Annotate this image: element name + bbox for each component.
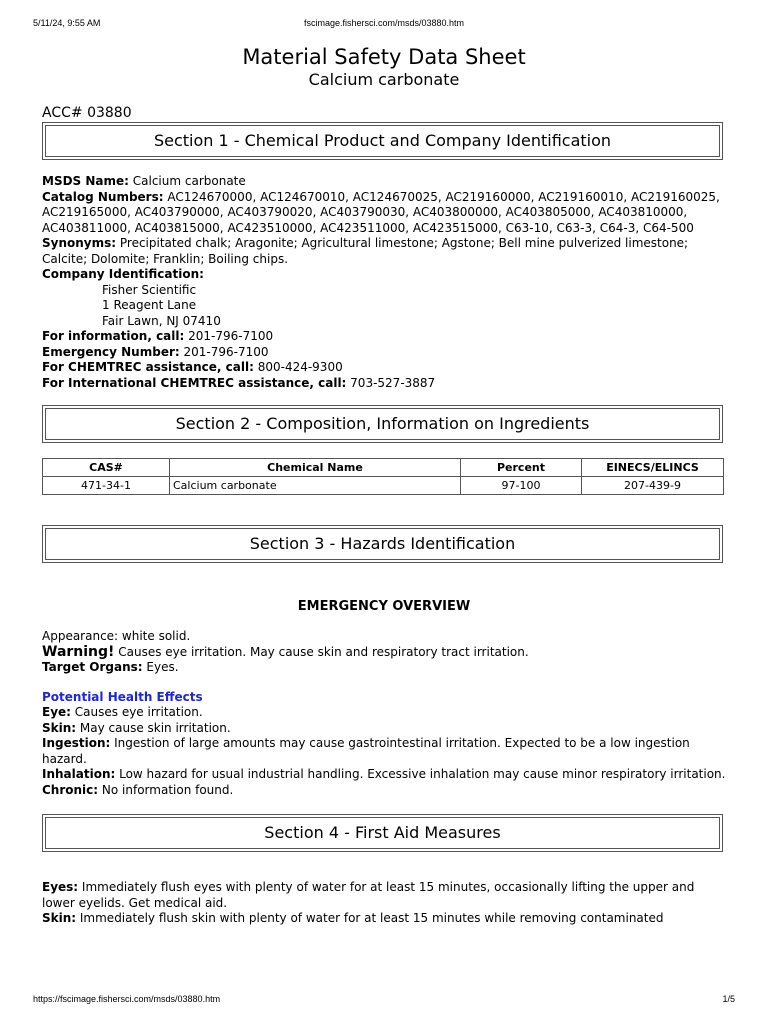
table-header-row — [43, 459, 724, 477]
acc-number: ACC# 03880 — [42, 105, 132, 121]
column-header-einecs: EINECS/ELINCS — [582, 459, 724, 477]
print-page-title: fscimage.fishersci.com/msds/03880.htm — [303, 18, 465, 28]
section-2-title: Section 2 - Composition, Information on Ingredients — [45, 408, 720, 440]
composition-table — [42, 458, 724, 495]
company-identification-label: Company Identification: — [42, 267, 204, 281]
section-1-header — [42, 122, 723, 160]
potential-health-effects — [42, 690, 726, 799]
section-3-header — [42, 525, 723, 563]
potential-health-effects-title: Potential Health Effects — [42, 689, 203, 704]
ingestion-effects-line: Ingestion: Ingestion of large amounts may cause gastrointestinal irritation. Expected to be a low ingestion hazard. — [42, 736, 690, 766]
cell-percent: 97-100 — [461, 477, 582, 495]
print-datetime: 5/11/24, 9:55 AM — [33, 18, 101, 28]
info-phone-line: For information, call: 201-796-7100 — [42, 329, 274, 343]
cell-einecs: 207-439-9 — [582, 477, 724, 495]
section-4-title: Section 4 - First Aid Measures — [45, 817, 720, 849]
emergency-overview-title: EMERGENCY OVERVIEW — [297, 599, 471, 614]
first-aid-body — [42, 880, 726, 927]
company-city: Fair Lawn, NJ 07410 — [102, 313, 221, 328]
synonyms-line: Synonyms: Precipitated chalk; Aragonite; Agricultural limestone; Agstone; Bell mine pulverized limestone; Calcite; Dolomite; Franklin; Boiling chips. — [42, 236, 689, 266]
column-header-percent: Percent — [461, 459, 582, 477]
eye-effects-line: Eye: Causes eye irritation. — [42, 705, 203, 719]
section-2-header — [42, 405, 723, 443]
intl-chemtrec-phone-line: For International CHEMTREC assistance, call: 703-527-3887 — [42, 375, 436, 390]
table-row — [43, 477, 724, 495]
catalog-numbers-line: Catalog Numbers: AC124670000, AC124670010, AC124670025, AC219160000, AC219160010, AC219160025, AC219165000, AC403790000, AC403790020, AC403790030, AC403800000, AC403805000, AC403810000, AC403811000, AC403815000, AC423510000, AC423511000, AC423515000, C63-10, C63-3, C64-3, C64-500 — [42, 189, 720, 235]
column-header-cas: CAS# — [43, 459, 170, 477]
first-aid-skin-line: Skin: Immediately flush skin with plenty of water for at least 15 minutes while removing contaminated — [42, 911, 664, 925]
emergency-overview-body — [42, 629, 726, 676]
warning-line: Warning! Causes eye irritation. May cause skin and respiratory tract irritation. — [42, 643, 529, 660]
chemtrec-phone-line: For CHEMTREC assistance, call: 800-424-9300 — [42, 360, 343, 374]
cell-cas: 471-34-1 — [43, 477, 170, 495]
msds-name-line: MSDS Name: Calcium carbonate — [42, 174, 246, 188]
company-name: Fisher Scientific — [102, 282, 197, 297]
section-1-title: Section 1 - Chemical Product and Company Identification — [45, 125, 720, 157]
print-page-count: 1/5 — [722, 994, 735, 1004]
document-subtitle: Calcium carbonate — [308, 70, 460, 89]
target-organs-line: Target Organs: Eyes. — [42, 660, 179, 674]
section-1-body — [42, 174, 726, 391]
company-street: 1 Reagent Lane — [102, 298, 197, 312]
emergency-phone-line: Emergency Number: 201-796-7100 — [42, 344, 269, 359]
document-title: Material Safety Data Sheet — [242, 45, 526, 69]
section-4-header — [42, 814, 723, 852]
appearance-line: Appearance: white solid. — [42, 629, 191, 643]
chronic-effects-line: Chronic: No information found. — [42, 782, 234, 797]
column-header-chemical-name: Chemical Name — [170, 459, 461, 477]
first-aid-eyes-line: Eyes: Immediately flush eyes with plenty of water for at least 15 minutes, occasionally lifting the upper and lower eyelids. Get medical aid. — [42, 880, 695, 910]
print-url: https://fscimage.fishersci.com/msds/03880.htm — [33, 994, 221, 1004]
skin-effects-line: Skin: May cause skin irritation. — [42, 720, 231, 735]
section-3-title: Section 3 - Hazards Identification — [45, 528, 720, 560]
msds-document — [42, 44, 726, 927]
inhalation-effects-line: Inhalation: Low hazard for usual industrial handling. Excessive inhalation may cause minor respiratory irritation. — [42, 767, 726, 781]
cell-chemical-name: Calcium carbonate — [170, 477, 461, 495]
